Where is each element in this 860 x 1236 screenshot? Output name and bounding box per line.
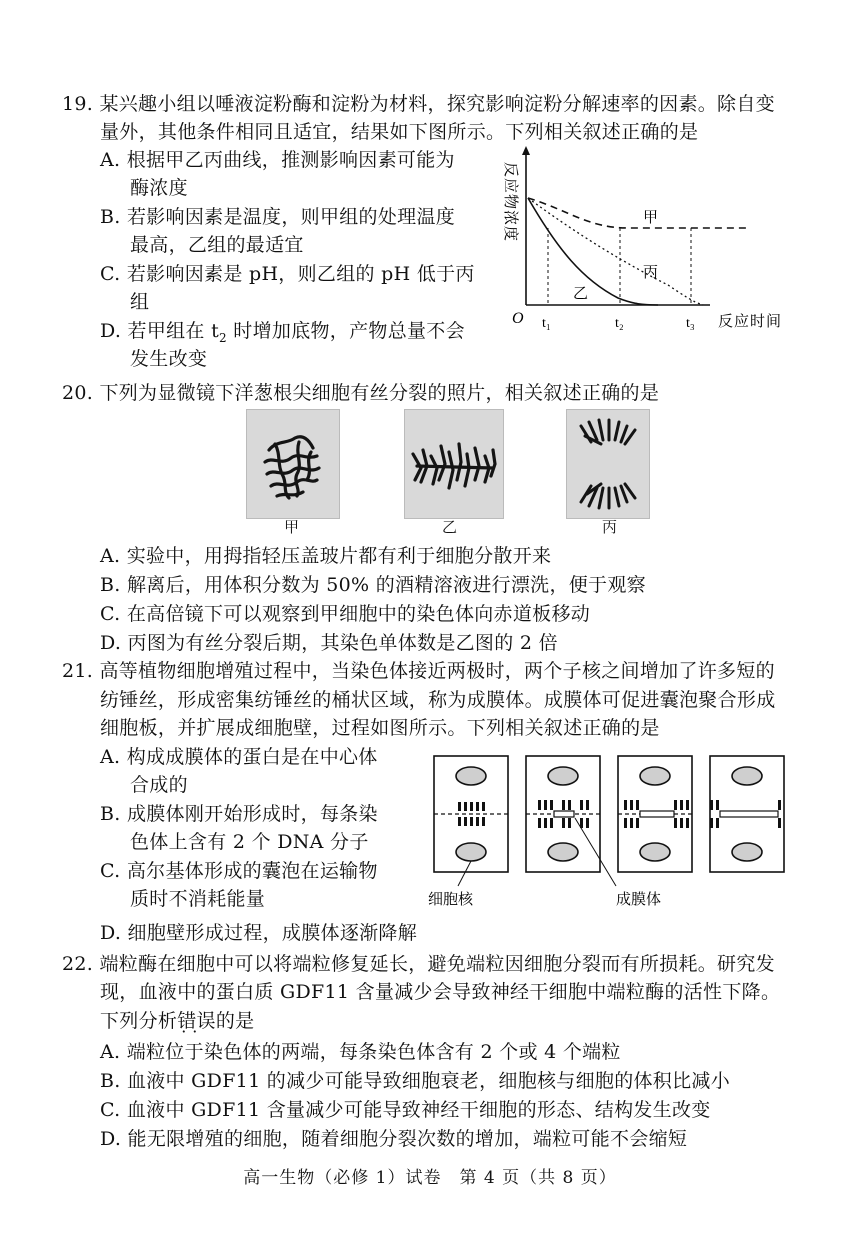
- q22-stem-line2: 现，血液中的蛋白质 GDF11 含量减少会导致神经干细胞中端粒酶的活性下降。: [100, 981, 781, 1003]
- q20-option-c: C. 在高倍镜下可以观察到甲细胞中的染色体向赤道板移动: [100, 603, 591, 625]
- q19-reaction-graph: [488, 140, 818, 340]
- q19-option-d: D. 若甲组在 $t_2$ 时增加底物，产物总量不会: [100, 320, 465, 345]
- graph-t2: t₂: [615, 316, 624, 331]
- q22-option-d: D. 能无限增殖的细胞，随着细胞分裂次数的增加，端粒可能不会缩短: [100, 1128, 688, 1150]
- emphasis-wrong: 错误 ··: [177, 1010, 216, 1032]
- q22-option-a: A. 端粒位于染色体的两端，每条染色体含有 2 个或 4 个端粒: [100, 1041, 621, 1063]
- micrograph-yi: [404, 409, 504, 519]
- q21-stem-line3: 细胞板，并扩展成细胞壁，过程如图所示。下列相关叙述正确的是: [100, 717, 660, 739]
- q20-option-b: B. 解离后，用体积分数为 50% 的酒精溶液进行漂洗，便于观察: [100, 574, 646, 596]
- graph-t3: t₃: [686, 316, 695, 331]
- q21-option-a-cont: 合成的: [130, 774, 188, 796]
- q22-stem-line3: 下列分析错误 ··的是: [100, 1009, 254, 1033]
- q19-option-b-cont: 最高，乙组的最适宜: [130, 234, 304, 256]
- q19-option-d-cont: 发生改变: [130, 348, 208, 370]
- graph-t1: t₁: [542, 316, 551, 331]
- q19-option-b: B. 若影响因素是温度，则甲组的处理温度: [100, 206, 456, 228]
- micrograph-jia: [246, 409, 340, 519]
- q21-option-b-cont: 色体上含有 2 个 DNA 分子: [130, 831, 369, 853]
- label-nucleus: 细胞核: [428, 892, 474, 908]
- page-footer: 高一生物（必修 1）试卷 第 4 页（共 8 页）: [243, 1168, 617, 1188]
- q21-option-c-cont: 质时不消耗能量: [130, 888, 266, 910]
- caption-bing: 丙: [602, 518, 618, 536]
- q19-option-c-cont: 组: [130, 291, 150, 313]
- caption-jia: 甲: [284, 518, 300, 536]
- graph-origin: O: [512, 310, 524, 327]
- label-yi: 乙: [573, 286, 589, 302]
- q19-stem-line2: 量外，其他条件相同且适宜，结果如下图所示。下列相关叙述正确的是: [100, 121, 699, 143]
- graph-ylabel: 反应物浓度: [502, 162, 518, 243]
- q19-option-a: A. 根据甲乙丙曲线，推测影响因素可能为: [100, 149, 455, 171]
- label-bing: 丙: [643, 265, 659, 281]
- curve-jia: [528, 198, 750, 228]
- q22-option-b: B. 血液中 GDF11 的减少可能导致细胞衰老，细胞核与细胞的体积比减小: [100, 1070, 730, 1092]
- caption-yi: 乙: [442, 518, 458, 536]
- q19-option-a-cont: 酶浓度: [130, 177, 188, 199]
- q19-option-c: C. 若影响因素是 pH，则乙组的 pH 低于丙: [100, 263, 475, 285]
- q20-option-d: D. 丙图为有丝分裂后期，其染色单体数是乙图的 2 倍: [100, 632, 558, 654]
- q22-stem-line1: 22. 端粒酶在细胞中可以将端粒修复延长，避免端粒因细胞分裂而有所损耗。研究发: [62, 953, 775, 975]
- curve-bing: [528, 198, 703, 305]
- q21-option-a: A. 构成成膜体的蛋白是在中心体: [100, 746, 378, 768]
- q21-option-d: D. 细胞壁形成过程，成膜体逐渐降解: [100, 922, 418, 944]
- q21-option-c: C. 高尔基体形成的囊泡在运输物: [100, 860, 378, 882]
- label-jia: 甲: [643, 210, 659, 226]
- q19-stem-line1: 19. 某兴趣小组以唾液淀粉酶和淀粉为材料，探究影响淀粉分解速率的因素。除自变: [62, 93, 775, 115]
- q21-stem-line2: 纺锤丝，形成密集纺锤丝的桶状区域，称为成膜体。成膜体可促进囊泡聚合形成: [100, 689, 776, 711]
- label-phragmoplast: 成膜体: [616, 892, 662, 908]
- q20-stem: 20. 下列为显微镜下洋葱根尖细胞有丝分裂的照片，相关叙述正确的是: [62, 382, 660, 404]
- graph-xlabel: 反应时间: [718, 314, 783, 330]
- q22-option-c: C. 血液中 GDF11 含量减少可能导致神经干细胞的形态、结构发生改变: [100, 1099, 711, 1121]
- q21-stem-line1: 21. 高等植物细胞增殖过程中，当染色体接近两极时，两个子核之间增加了许多短的: [62, 660, 775, 682]
- q21-phragmoplast-diagram: [428, 750, 828, 910]
- q20-option-a: A. 实验中，用拇指轻压盖玻片都有利于细胞分散开来: [100, 545, 552, 567]
- q21-option-b: B. 成膜体刚开始形成时，每条染: [100, 803, 378, 825]
- micrograph-bing: [566, 409, 650, 519]
